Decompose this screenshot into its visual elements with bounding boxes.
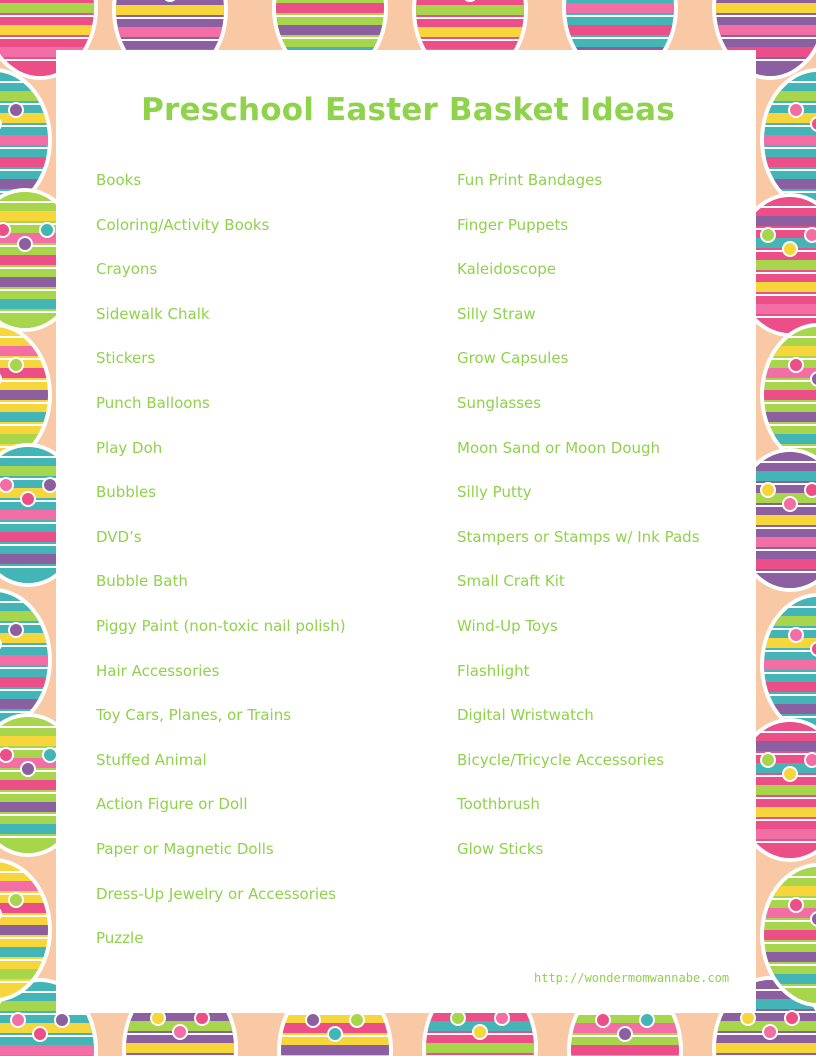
- list-item: Sunglasses: [457, 393, 542, 412]
- list-item: DVD’s: [96, 527, 142, 546]
- easter-egg-icon: [0, 588, 54, 734]
- list-item: Silly Putty: [457, 483, 532, 502]
- right-ideas-list: [457, 171, 700, 885]
- left-ideas-list: [96, 171, 346, 974]
- list-item: Dress-Up Jewelry or Accessories: [96, 884, 337, 903]
- list-item: Stuffed Animal: [96, 750, 207, 769]
- list-item: Action Figure or Doll: [96, 795, 248, 814]
- easter-egg-icon: [758, 68, 816, 214]
- list-item: Piggy Paint (non-toxic nail polish): [96, 616, 346, 635]
- easter-egg-icon: [758, 593, 816, 739]
- list-item: Glow Sticks: [457, 839, 544, 858]
- list-item: Kaleidoscope: [457, 260, 557, 279]
- list-item: Paper or Magnetic Dolls: [96, 839, 274, 858]
- list-item: Stickers: [96, 349, 156, 368]
- list-item: Books: [96, 171, 142, 189]
- list-item: Coloring/Activity Books: [96, 215, 270, 234]
- list-item: Finger Puppets: [457, 215, 569, 234]
- list-item: Bicycle/Tricycle Accessories: [457, 750, 665, 769]
- list-item: Silly Straw: [457, 304, 536, 323]
- list-item: Fun Print Bandages: [457, 171, 603, 189]
- list-item: Small Craft Kit: [457, 572, 565, 591]
- list-item: Moon Sand or Moon Dough: [457, 438, 661, 457]
- list-item: Bubbles: [96, 483, 157, 502]
- list-item: Puzzle: [96, 929, 144, 948]
- page-title: Preschool Easter Basket Ideas: [141, 92, 675, 128]
- list-item: Toothbrush: [457, 795, 540, 814]
- list-item: Punch Balloons: [96, 393, 210, 412]
- list-item: Grow Capsules: [457, 349, 569, 368]
- list-item: Flashlight: [457, 661, 530, 680]
- footer-url: http://wondermomwannabe.com: [534, 971, 730, 985]
- list-item: Wind-Up Toys: [457, 616, 558, 635]
- list-item: Sidewalk Chalk: [96, 304, 210, 323]
- list-item: Stampers or Stamps w/ Ink Pads: [457, 527, 700, 546]
- list-item: Toy Cars, Planes, or Trains: [96, 706, 292, 725]
- list-item: Digital Wristwatch: [457, 706, 594, 725]
- easter-egg-icon: [758, 323, 816, 469]
- list-item: Play Doh: [96, 438, 163, 457]
- list-item: Bubble Bath: [96, 572, 188, 591]
- list-item: Hair Accessories: [96, 661, 220, 680]
- list-item: Crayons: [96, 260, 158, 279]
